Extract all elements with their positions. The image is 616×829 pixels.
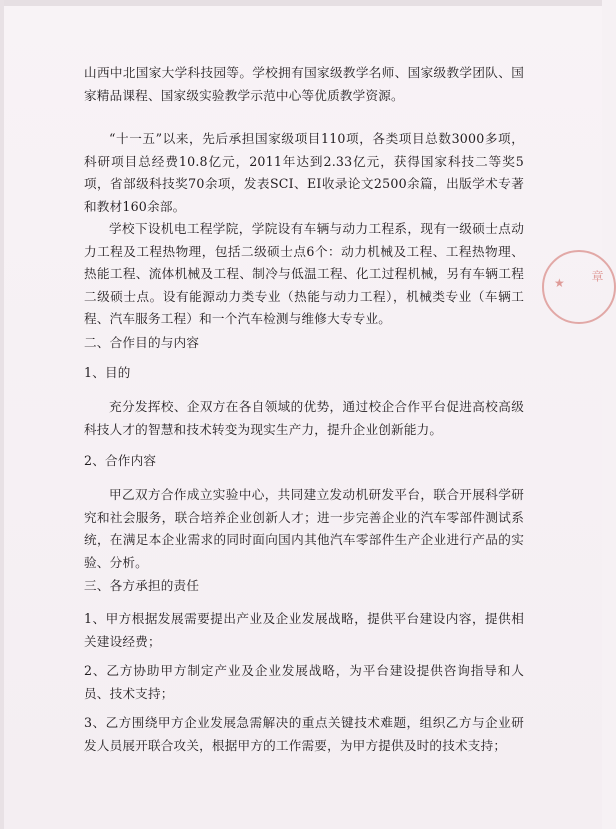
section-2-2-heading: 2、合作内容 — [84, 453, 157, 468]
paragraph-3-text: 学校下设机电工程学院，学院设有车辆与动力工程系，现有一级硕士点动力工程及工程热物理，包括二级硕士点6个：动力机械及工程、工程热物理、热能工程、流体机械及工程、制冷与低温工程、化工过程机械，另有车辆工程二级硕士点。设有能源动力类专业（热能与动力工程），机械类专业（车辆工程、汽车服务工程）和一个汽车检测与维修大专专业。 — [84, 221, 524, 326]
section-2-1-paragraph: 充分发挥校、企双方在各自领域的优势，通过校企合作平台促进高校高级科技人才的智慧和技术转变为现实生产力，提升企业创新能力。 — [84, 399, 524, 437]
stamp-star-icon: ★ — [554, 276, 565, 290]
section-2-heading: 二、合作目的与内容 — [84, 335, 200, 350]
section-2-2-title — [84, 450, 524, 473]
section-2-1-title — [84, 362, 524, 385]
section-3-3 — [84, 712, 524, 757]
paragraph-2-text: “十一五”以来，先后承担国家级项目110项，各类项目总数3000多项，科研项目总经费10.8亿元，2011年达到2.33亿元，获得国家科技二等奖5项，省部级科技奖70余项，发表SCI、EI收录论文2500余篇，出版学术专著和教材160余部。 — [84, 131, 524, 214]
section-2-1-text — [84, 396, 524, 441]
section-3-1 — [84, 608, 524, 653]
section-3-2-paragraph: 2、乙方协助甲方制定产业及企业发展战略，为平台建设提供咨询指导和人员、技术支持； — [84, 663, 524, 701]
section-3-title — [84, 575, 524, 598]
section-3-heading: 三、各方承担的责任 — [84, 578, 200, 593]
section-2-1-heading: 1、目的 — [84, 365, 131, 380]
red-seal-stamp — [542, 250, 616, 324]
section-2-2-text — [84, 484, 524, 574]
stamp-text: 章 — [590, 270, 604, 282]
section-2-2-paragraph: 甲乙双方合作成立实验中心，共同建立发动机研发平台，联合开展科学研究和社会服务，联合培养企业创新人才；进一步完善企业的汽车零部件测试系统，在满足本企业需求的同时面向国内其他汽车零部件生产企业进行产品的实验、分析。 — [84, 487, 524, 570]
paragraph-1 — [84, 62, 524, 107]
scan-border-left — [0, 0, 4, 829]
section-2-title — [84, 332, 524, 355]
section-3-1-paragraph: 1、甲方根据发展需要提出产业及企业发展战略，提供平台建设内容，提供相关建设经费； — [84, 611, 524, 649]
paragraph-2 — [84, 128, 524, 218]
paragraph-1-text: 山西中北国家大学科技园等。学校拥有国家级教学名师、国家级教学团队、国家精品课程、国家级实验教学示范中心等优质教学资源。 — [84, 65, 524, 103]
section-3-3-paragraph: 3、乙方围绕甲方企业发展急需解决的重点关键技术难题，组织乙方与企业研发人员展开联合攻关，根据甲方的工作需要，为甲方提供及时的技术支持； — [84, 715, 524, 753]
scan-border-top — [0, 0, 602, 6]
section-3-2 — [84, 660, 524, 705]
paragraph-3 — [84, 218, 524, 331]
